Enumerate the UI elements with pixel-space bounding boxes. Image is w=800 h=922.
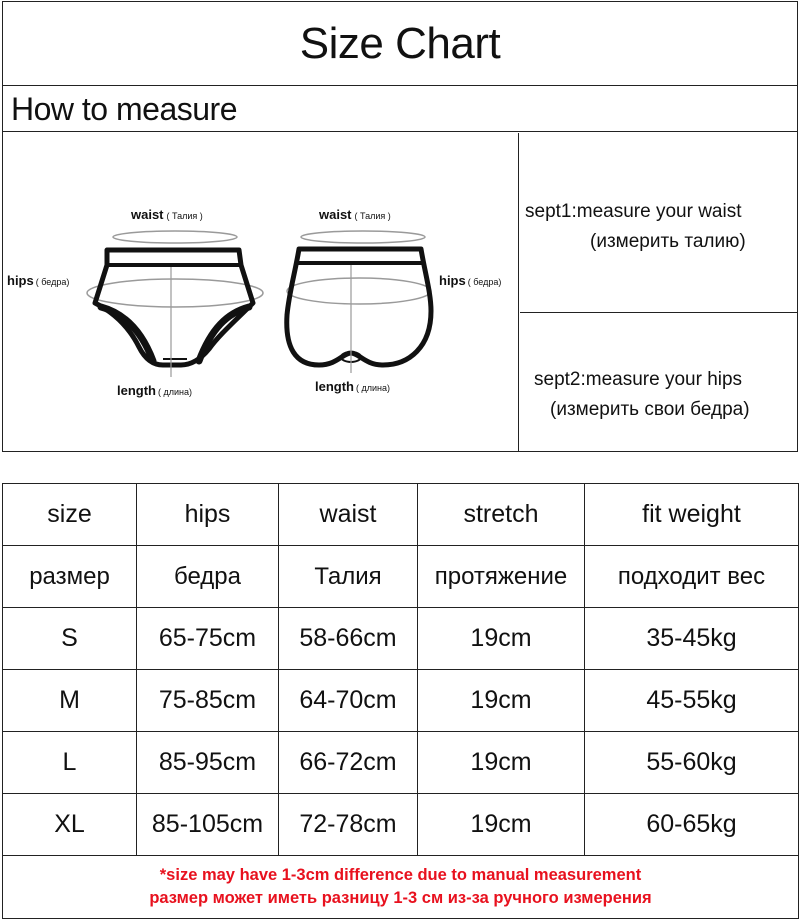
cell-waist: 72-78cm bbox=[279, 794, 418, 856]
how-to-measure-panel bbox=[2, 1, 798, 452]
measurement-note bbox=[3, 856, 799, 919]
cell-hips: 85-105cm bbox=[137, 794, 279, 856]
note-row bbox=[3, 856, 799, 919]
size-table bbox=[2, 483, 799, 919]
cell-fit-weight: 55-60kg bbox=[585, 732, 799, 794]
cell-stretch: 19cm bbox=[418, 794, 585, 856]
cell-hips: 65-75cm bbox=[137, 608, 279, 670]
header-stretch: stretch bbox=[418, 484, 585, 546]
brief-waist-ellipse bbox=[113, 231, 237, 243]
cell-hips: 75-85cm bbox=[137, 670, 279, 732]
boxer-waist-ellipse bbox=[301, 231, 425, 243]
step-1-translation: (измерить талию) bbox=[590, 231, 746, 252]
brief-hips-label: hips ( бедра) bbox=[7, 273, 70, 288]
cell-fit-weight: 45-55kg bbox=[585, 670, 799, 732]
boxer-illustration bbox=[287, 207, 502, 394]
note-line-ru: размер может иметь разницу 1-3 см из-за ручного измерения bbox=[149, 889, 652, 907]
brief-length-label: length ( длина) bbox=[117, 383, 193, 398]
header-size-ru: размер bbox=[3, 546, 137, 608]
step-1-text: sept1:measure your waist bbox=[525, 201, 742, 222]
table-header-row-ru bbox=[3, 546, 799, 608]
brief-waist-label: waist ( Талия ) bbox=[131, 207, 203, 222]
boxer-outline bbox=[287, 249, 431, 365]
boxer-hips-label: hips ( бедра) bbox=[439, 273, 502, 288]
header-stretch-ru: протяжение bbox=[418, 546, 585, 608]
table-row bbox=[3, 794, 799, 856]
note-line-en: *size may have 1-3cm difference due to manual measurement bbox=[159, 866, 642, 884]
cell-size: S bbox=[3, 608, 137, 670]
boxer-hips-ellipse bbox=[287, 278, 431, 304]
header-hips: hips bbox=[137, 484, 279, 546]
header-hips-ru: бедра bbox=[137, 546, 279, 608]
cell-stretch: 19cm bbox=[418, 608, 585, 670]
header-size: size bbox=[3, 484, 137, 546]
cell-stretch: 19cm bbox=[418, 732, 585, 794]
cell-waist: 66-72cm bbox=[279, 732, 418, 794]
step-1 bbox=[520, 133, 797, 313]
measurement-illustration bbox=[3, 133, 519, 452]
step-2-text: sept2:measure your hips bbox=[534, 369, 743, 390]
underwear-diagram bbox=[3, 133, 519, 452]
cell-size: M bbox=[3, 670, 137, 732]
cell-hips: 85-95cm bbox=[137, 732, 279, 794]
brief-illustration bbox=[7, 207, 263, 398]
header-waist-ru: Талия bbox=[279, 546, 418, 608]
cell-waist: 64-70cm bbox=[279, 670, 418, 732]
boxer-waist-label: waist ( Талия ) bbox=[319, 207, 391, 222]
cell-waist: 58-66cm bbox=[279, 608, 418, 670]
brief-hips-ellipse bbox=[87, 279, 263, 307]
header-fit-weight-ru: подходит вес bbox=[585, 546, 799, 608]
boxer-length-label: length ( длина) bbox=[315, 379, 391, 394]
cell-fit-weight: 35-45kg bbox=[585, 608, 799, 670]
table-header-row bbox=[3, 484, 799, 546]
header-waist: waist bbox=[279, 484, 418, 546]
table-row bbox=[3, 670, 799, 732]
step-2-translation: (измерить свои бедра) bbox=[550, 399, 750, 420]
page-title: Size Chart bbox=[3, 2, 797, 86]
cell-size: XL bbox=[3, 794, 137, 856]
section-title: How to measure bbox=[3, 86, 797, 132]
cell-size: L bbox=[3, 732, 137, 794]
step-2 bbox=[520, 313, 797, 452]
header-fit-weight: fit weight bbox=[585, 484, 799, 546]
cell-fit-weight: 60-65kg bbox=[585, 794, 799, 856]
table-row bbox=[3, 608, 799, 670]
table-row bbox=[3, 732, 799, 794]
cell-stretch: 19cm bbox=[418, 670, 585, 732]
